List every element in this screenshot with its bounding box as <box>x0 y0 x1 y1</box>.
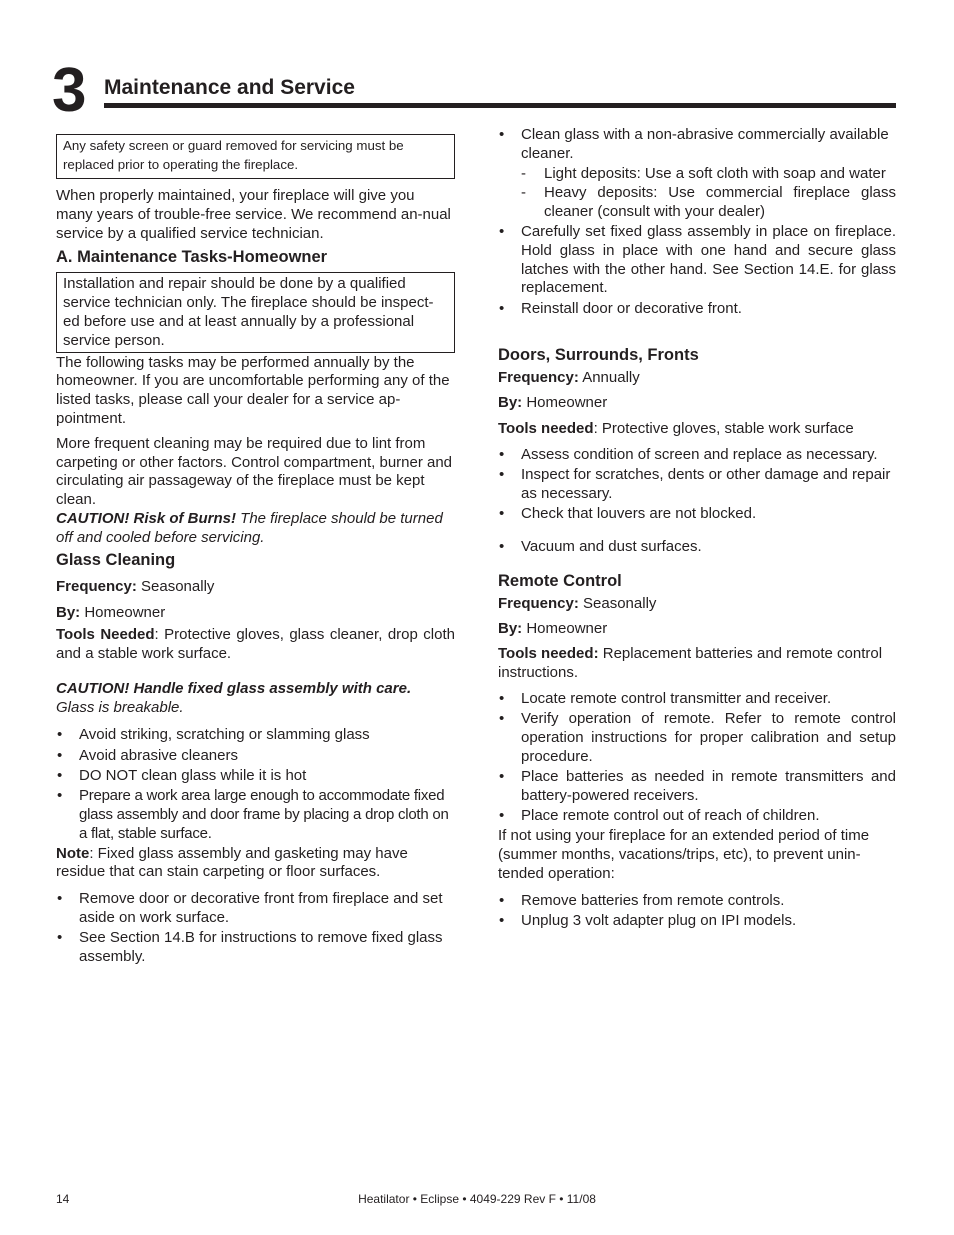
doors-frequency <box>498 369 896 388</box>
footer-text: Heatilator • Eclipse • 4049-229 Rev F • 11/08 <box>358 1192 596 1206</box>
right-column <box>498 126 896 931</box>
list-item: • Avoid abrasive cleaners <box>56 747 455 766</box>
glass-tools <box>56 626 455 664</box>
glass-caution-label: CAUTION! Handle fixed glass assembly with care. <box>56 679 412 697</box>
caution-burns-text: The fireplace should be turned off and cooled before servicing. <box>56 509 443 546</box>
remote-extended-paragraph: If not using your fireplace for an extended period of time (summer months, vacations/trips, etc), to prevent unin-tended operation: <box>498 827 870 882</box>
vacuum-list <box>498 538 896 557</box>
heading-remote-control: Remote Control <box>498 571 622 590</box>
list-item: • Remove batteries from remote controls. <box>498 892 896 911</box>
remote-tools-label: Tools needed: <box>498 645 599 663</box>
doors-frequency-value: Annually <box>578 369 640 387</box>
install-notice-text: Installation and repair should be done by a qualified service technician only. The fireplace should be inspect-ed before use and at least annually by a professional service person. <box>63 275 434 349</box>
list-item: • Verify operation of remote. Refer to remote control operation instructions for proper calibration and setup procedure. <box>498 710 896 766</box>
section-title: Maintenance and Service <box>104 76 355 99</box>
safety-notice-text: Any safety screen or guard removed for servicing must be replaced prior to operating the fireplace. <box>63 138 404 172</box>
list-item: • Reinstall door or decorative front. <box>498 300 896 319</box>
list-item: • Avoid striking, scratching or slamming glass <box>56 726 455 745</box>
doors-by-label: By: <box>498 394 523 412</box>
list-item: • Remove door or decorative front from fireplace and set aside on work surface. <box>56 890 455 928</box>
list-item: • Place remote control out of reach of children. <box>498 807 896 826</box>
clean-glass-list <box>498 126 896 164</box>
doors-tools <box>498 420 896 439</box>
caution-burns <box>56 510 455 548</box>
list-item: • Carefully set fixed glass assembly in place on fireplace. Hold glass in place with one hand and secure glass latches with the other hand. See Section 14.E. for glass replacement. <box>498 223 896 298</box>
glass-tools-value: : Protective gloves, glass cleaner, drop cloth and a stable work surface. <box>56 626 455 662</box>
glass-bullet-list-2 <box>56 890 455 967</box>
doors-tools-value: : Protective gloves, stable work surface <box>593 420 854 438</box>
heading-maintenance-tasks: A. Maintenance Tasks-Homeowner <box>56 248 328 267</box>
remote-frequency <box>498 595 896 614</box>
doors-tools-label: Tools needed <box>498 420 594 438</box>
list-item: • Place batteries as needed in remote transmitters and battery-powered receivers. <box>498 768 896 806</box>
list-item: • Check that louvers are not blocked. <box>498 505 896 524</box>
intro-paragraph: When properly maintained, your fireplace will give you many years of trouble-free service. We recommend an-nual service by a qualified service technician. <box>56 187 451 242</box>
glass-frequency-label: Frequency: <box>56 577 137 595</box>
list-item: • Vacuum and dust surfaces. <box>498 538 896 557</box>
glass-frequency <box>56 578 455 597</box>
glass-tools-label: Tools Needed <box>56 626 155 644</box>
doors-by <box>498 394 896 413</box>
install-notice-box <box>56 272 455 352</box>
caution-burns-label: CAUTION! Risk of Burns! <box>56 509 236 527</box>
list-item: • Inspect for scratches, dents or other damage and repair as necessary. <box>498 466 896 504</box>
remote-frequency-label: Frequency: <box>498 594 579 612</box>
glass-note-text: : Fixed glass assembly and gasketing may have residue that can stain carpeting or floor surfaces. <box>56 844 408 881</box>
glass-note-label: Note <box>56 844 90 862</box>
remote-tools <box>498 645 896 683</box>
left-column <box>56 134 455 967</box>
glass-frequency-value: Seasonally <box>136 577 215 595</box>
frequent-cleaning-paragraph: More frequent cleaning may be required due to lint from carpeting or other factors. Control compartment, burner and circulating air passageway of the fireplace must be kept clean. <box>56 434 453 509</box>
remote-tools-value: Replacement batteries and remote control instructions. <box>498 645 883 682</box>
header-rule <box>104 103 896 108</box>
doors-by-value: Homeowner <box>522 394 608 412</box>
list-item: • Clean glass with a non-abrasive commercially available cleaner. <box>498 126 896 164</box>
remote-bullet-list-2 <box>498 892 896 931</box>
list-item: - Light deposits: Use a soft cloth with soap and water <box>498 165 896 184</box>
reinstall-list <box>498 223 896 318</box>
doors-bullet-list <box>498 446 896 524</box>
page-number: 14 <box>56 1192 70 1206</box>
glass-caution-text: Glass is breakable. <box>56 698 184 716</box>
glass-bullet-list <box>56 726 455 843</box>
doors-frequency-label: Frequency: <box>498 369 579 387</box>
list-item: • Locate remote control transmitter and receiver. <box>498 690 896 709</box>
list-item: • Prepare a work area large enough to accommodate fixed glass assembly and door frame by placing a drop cloth on a flat, stable surface. <box>56 787 455 843</box>
list-item: • DO NOT clean glass while it is hot <box>56 767 455 786</box>
remote-bullet-list <box>498 690 896 826</box>
tasks-paragraph: The following tasks may be performed annually by the homeowner. If you are uncomfortable performing any of the listed tasks, please call your dealer for a service ap-pointment. <box>56 353 450 427</box>
safety-notice-box <box>56 134 455 179</box>
heading-glass-cleaning: Glass Cleaning <box>56 550 176 569</box>
chapter-number: 3 <box>52 56 87 125</box>
list-item: • See Section 14.B for instructions to remove fixed glass assembly. <box>56 929 455 967</box>
glass-by <box>56 604 455 623</box>
glass-note <box>56 845 455 883</box>
glass-by-label: By: <box>56 604 81 622</box>
remote-by <box>498 620 896 639</box>
glass-by-value: Homeowner <box>80 604 166 622</box>
list-item: • Assess condition of screen and replace as necessary. <box>498 446 896 465</box>
heading-doors-surrounds: Doors, Surrounds, Fronts <box>498 346 699 365</box>
list-item: - Heavy deposits: Use commercial fireplace glass cleaner (consult with your dealer) <box>498 184 896 222</box>
remote-frequency-value: Seasonally <box>578 594 657 612</box>
list-item: • Unplug 3 volt adapter plug on IPI models. <box>498 912 896 931</box>
remote-by-value: Homeowner <box>522 619 608 637</box>
deposit-dash-list <box>498 165 896 222</box>
glass-caution <box>56 680 455 718</box>
remote-by-label: By: <box>498 619 523 637</box>
